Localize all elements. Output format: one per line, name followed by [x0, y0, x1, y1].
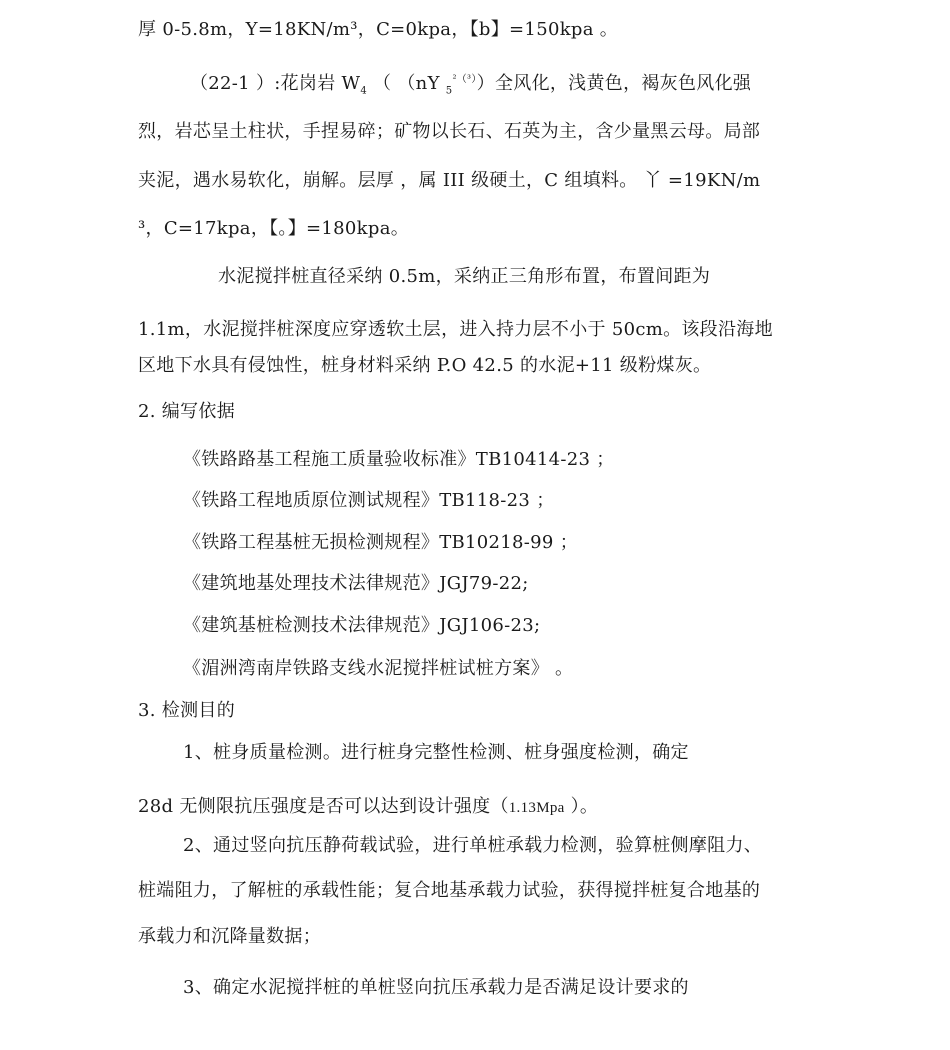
text-line: 1.1m，水泥搅拌桩深度应穿透软土层，进入持力层不小于 50cm。该段沿海地	[138, 319, 773, 340]
text-line: 桩端阻力，了解桩的承载性能；复合地基承载力试验，获得搅拌桩复合地基的	[138, 880, 761, 901]
subscript: 5	[445, 85, 453, 97]
strength-value: 1.13Mpa	[508, 800, 565, 816]
text-line: 厚 0-5.8m，Y=18KN/m³，C=0kpa，【b】=150kpa 。	[138, 19, 619, 40]
text-line: 区地下水具有侵蚀性，桩身材料采纳 P.O 42.5 的水泥+11 级粉煤灰。	[138, 355, 712, 376]
text-span: （ （nY	[367, 73, 446, 94]
reference-item: 《铁路路基工程施工质量验收标准》TB10414-23 ；	[183, 449, 615, 470]
reference-item: 《铁路工程地质原位测试规程》TB118-23 ；	[183, 490, 555, 511]
text-line: 3、确定水泥搅拌桩的单桩竖向抗压承载力是否满足设计要求的	[183, 977, 689, 998]
text-span: ）。	[564, 796, 599, 817]
text-span: 28d 无侧限抗压强度是否可以达到设计强度（	[138, 796, 509, 817]
reference-item: 《建筑地基处理技术法律规范》JGJ79-22;	[183, 573, 529, 594]
text-span: （22-1 ）:花岗岩 W	[190, 73, 361, 94]
text-line	[190, 72, 751, 96]
subscript: 4	[360, 85, 368, 97]
text-line	[138, 795, 598, 820]
text-line: 烈，岩芯呈土柱状，手捏易碎；矿物以长石、石英为主，含少量黑云母。局部	[138, 121, 761, 142]
text-line: ³，C=17kpa，【。】=180kpa。	[138, 218, 410, 239]
text-line: 水泥搅拌桩直径采纳 0.5m，采纳正三角形布置，布置间距为	[218, 266, 711, 287]
reference-item: 《建筑基桩检测技术法律规范》JGJ106-23;	[183, 615, 541, 636]
section-heading: 2. 编写依据	[138, 401, 235, 422]
superscript: ²（³）	[452, 74, 477, 85]
reference-item: 《铁路工程基桩无损检测规程》TB10218-99 ；	[183, 532, 579, 553]
text-line: 1、桩身质量检测。进行桩身完整性检测、桩身强度检测，确定	[183, 742, 689, 763]
text-span: ）全风化，浅黄色，褐灰色风化强	[476, 73, 752, 94]
reference-item: 《湄洲湾南岸铁路支线水泥搅拌桩试桩方案》 。	[183, 658, 574, 679]
section-heading: 3. 检测目的	[138, 700, 235, 721]
text-line: 2、通过竖向抗压静荷载试验，进行单桩承载力检测，验算桩侧摩阻力、	[183, 835, 763, 856]
text-line: 夹泥，遇水易软化，崩解。层厚 ，属 III 级硬土，C 组填料。 丫 =19KN/m	[138, 170, 761, 191]
text-line: 承载力和沉降量数据；	[138, 926, 321, 947]
